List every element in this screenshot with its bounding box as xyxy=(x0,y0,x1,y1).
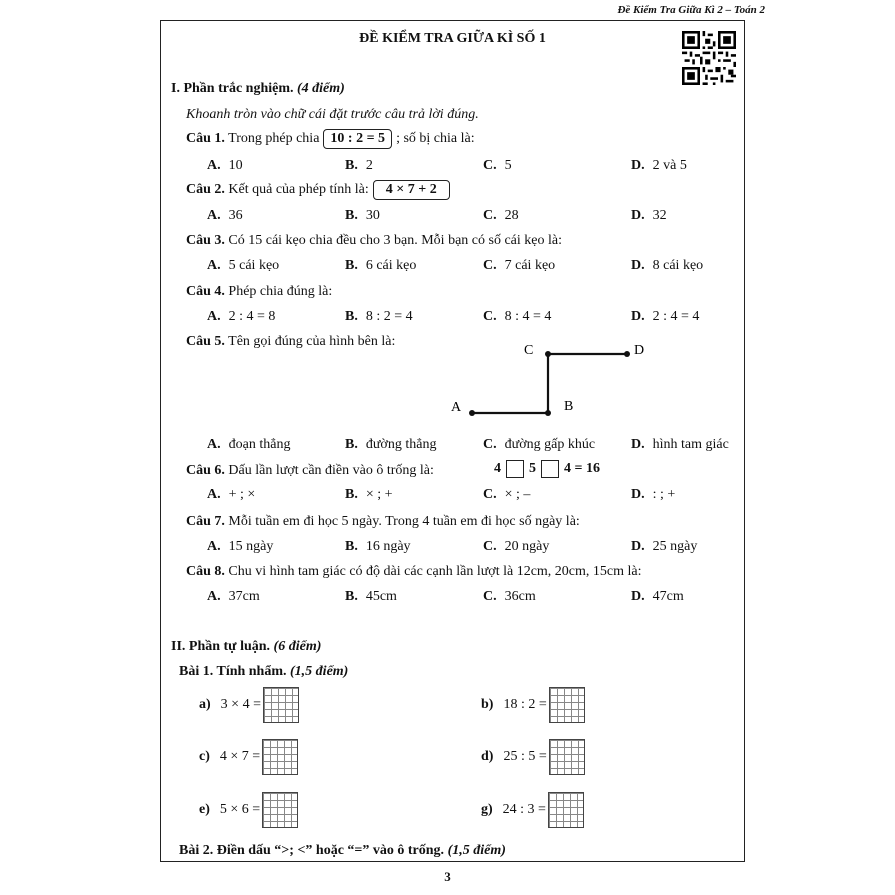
q3-option-d[interactable]: D. 8 cái kẹo xyxy=(631,258,704,273)
answer-grid[interactable] xyxy=(262,792,298,828)
question-1: Câu 1. Trong phép chia 10 : 2 = 5 ; số bị chia là: xyxy=(186,129,475,149)
question-6: Câu 6. Dấu lần lượt cần điền vào ô trống là: xyxy=(186,463,434,478)
q2-option-c[interactable]: C. 28 xyxy=(483,208,519,223)
q3-option-b[interactable]: B. 6 cái kẹo xyxy=(345,258,417,273)
q4-option-c[interactable]: C. 8 : 4 = 4 xyxy=(483,309,552,324)
q1-option-c[interactable]: C. 5 xyxy=(483,158,512,173)
calc-item-d: d) 25 : 5 = xyxy=(481,739,585,775)
polyline-figure xyxy=(441,336,661,436)
q7-option-c[interactable]: C. 20 ngày xyxy=(483,539,550,554)
part2-heading: II. Phần tự luận. (6 điểm) xyxy=(171,639,322,654)
qr-code-icon xyxy=(682,31,736,85)
q3-option-c[interactable]: C. 7 cái kẹo xyxy=(483,258,556,273)
q8-option-d[interactable]: D. 47cm xyxy=(631,589,684,604)
q8-option-b[interactable]: B. 45cm xyxy=(345,589,397,604)
q8-option-c[interactable]: C. 36cm xyxy=(483,589,536,604)
q2-expression-box: 4 × 7 + 2 xyxy=(373,180,450,200)
q1-expression-box: 10 : 2 = 5 xyxy=(323,129,392,149)
q7-option-b[interactable]: B. 16 ngày xyxy=(345,539,411,554)
exam-title: ĐỀ KIỂM TRA GIỮA KÌ SỐ 1 xyxy=(359,31,546,46)
q6-equation: 4 5 4 = 16 xyxy=(494,461,600,477)
q1-option-b[interactable]: B. 2 xyxy=(345,158,373,173)
q5-option-d[interactable]: D. hình tam giác xyxy=(631,437,729,452)
part1-heading: I. Phần trắc nghiệm. (4 điểm) xyxy=(171,81,345,96)
part1-instruction: Khoanh tròn vào chữ cái đặt trước câu trả lời đúng. xyxy=(186,107,479,122)
q6-option-b[interactable]: B. × ; + xyxy=(345,487,393,502)
question-3: Câu 3. Có 15 cái kẹo chia đều cho 3 bạn. Mỗi bạn có số cái kẹo là: xyxy=(186,233,562,248)
point-label-b: B xyxy=(564,399,574,414)
answer-grid[interactable] xyxy=(262,739,298,775)
question-8: Câu 8. Chu vi hình tam giác có độ dài các cạnh lần lượt là 12cm, 20cm, 15cm là: xyxy=(186,564,642,579)
calc-item-b: b) 18 : 2 = xyxy=(481,687,585,723)
book-header: Đề Kiểm Tra Giữa Kì 2 – Toán 2 xyxy=(617,4,765,16)
answer-grid[interactable] xyxy=(549,687,585,723)
answer-grid[interactable] xyxy=(549,739,585,775)
q4-option-a[interactable]: A. 2 : 4 = 8 xyxy=(207,309,276,324)
question-4: Câu 4. Phép chia đúng là: xyxy=(186,284,333,299)
q5-option-a[interactable]: A. đoạn thẳng xyxy=(207,437,291,452)
question-7: Câu 7. Mỗi tuần em đi học 5 ngày. Trong 4 tuần em đi học số ngày là: xyxy=(186,514,580,529)
page-number: 3 xyxy=(444,869,451,884)
q6-blank-2[interactable] xyxy=(541,460,559,478)
question-2: Câu 2. Kết quả của phép tính là: 4 × 7 + 2 xyxy=(186,180,454,200)
q5-option-b[interactable]: B. đường thẳng xyxy=(345,437,437,452)
q7-option-d[interactable]: D. 25 ngày xyxy=(631,539,698,554)
calc-item-a: a) 3 × 4 = xyxy=(199,687,299,723)
answer-grid[interactable] xyxy=(548,792,584,828)
q3-option-a[interactable]: A. 5 cái kẹo xyxy=(207,258,280,273)
q1-option-d[interactable]: D. 2 và 5 xyxy=(631,158,687,173)
q2-option-a[interactable]: A. 36 xyxy=(207,208,243,223)
question-5: Câu 5. Tên gọi đúng của hình bên là: xyxy=(186,334,396,349)
point-label-c: C xyxy=(524,343,534,358)
q4-option-b[interactable]: B. 8 : 2 = 4 xyxy=(345,309,413,324)
bai1-heading: Bài 1. Tính nhẩm. (1,5 điểm) xyxy=(179,664,349,679)
q4-option-d[interactable]: D. 2 : 4 = 4 xyxy=(631,309,700,324)
q7-option-a[interactable]: A. 15 ngày xyxy=(207,539,274,554)
exam-frame xyxy=(160,20,745,862)
point-label-d: D xyxy=(634,343,645,358)
q6-option-d[interactable]: D. : ; + xyxy=(631,487,676,502)
q1-option-a[interactable]: A. 10 xyxy=(207,158,243,173)
calc-item-g: g) 24 : 3 = xyxy=(481,792,584,828)
q8-option-a[interactable]: A. 37cm xyxy=(207,589,260,604)
calc-item-e: e) 5 × 6 = xyxy=(199,792,298,828)
q6-blank-1[interactable] xyxy=(506,460,524,478)
q6-option-a[interactable]: A. + ; × xyxy=(207,487,256,502)
calc-item-c: c) 4 × 7 = xyxy=(199,739,298,775)
q2-option-d[interactable]: D. 32 xyxy=(631,208,667,223)
point-label-a: A xyxy=(451,400,462,415)
q5-option-c[interactable]: C. đường gấp khúc xyxy=(483,437,596,452)
q6-option-c[interactable]: C. × ; – xyxy=(483,487,531,502)
q2-option-b[interactable]: B. 30 xyxy=(345,208,380,223)
bai2-heading: Bài 2. Điền dấu “>; <” hoặc “=” vào ô trống. (1,5 điểm) xyxy=(179,843,506,858)
answer-grid[interactable] xyxy=(263,687,299,723)
